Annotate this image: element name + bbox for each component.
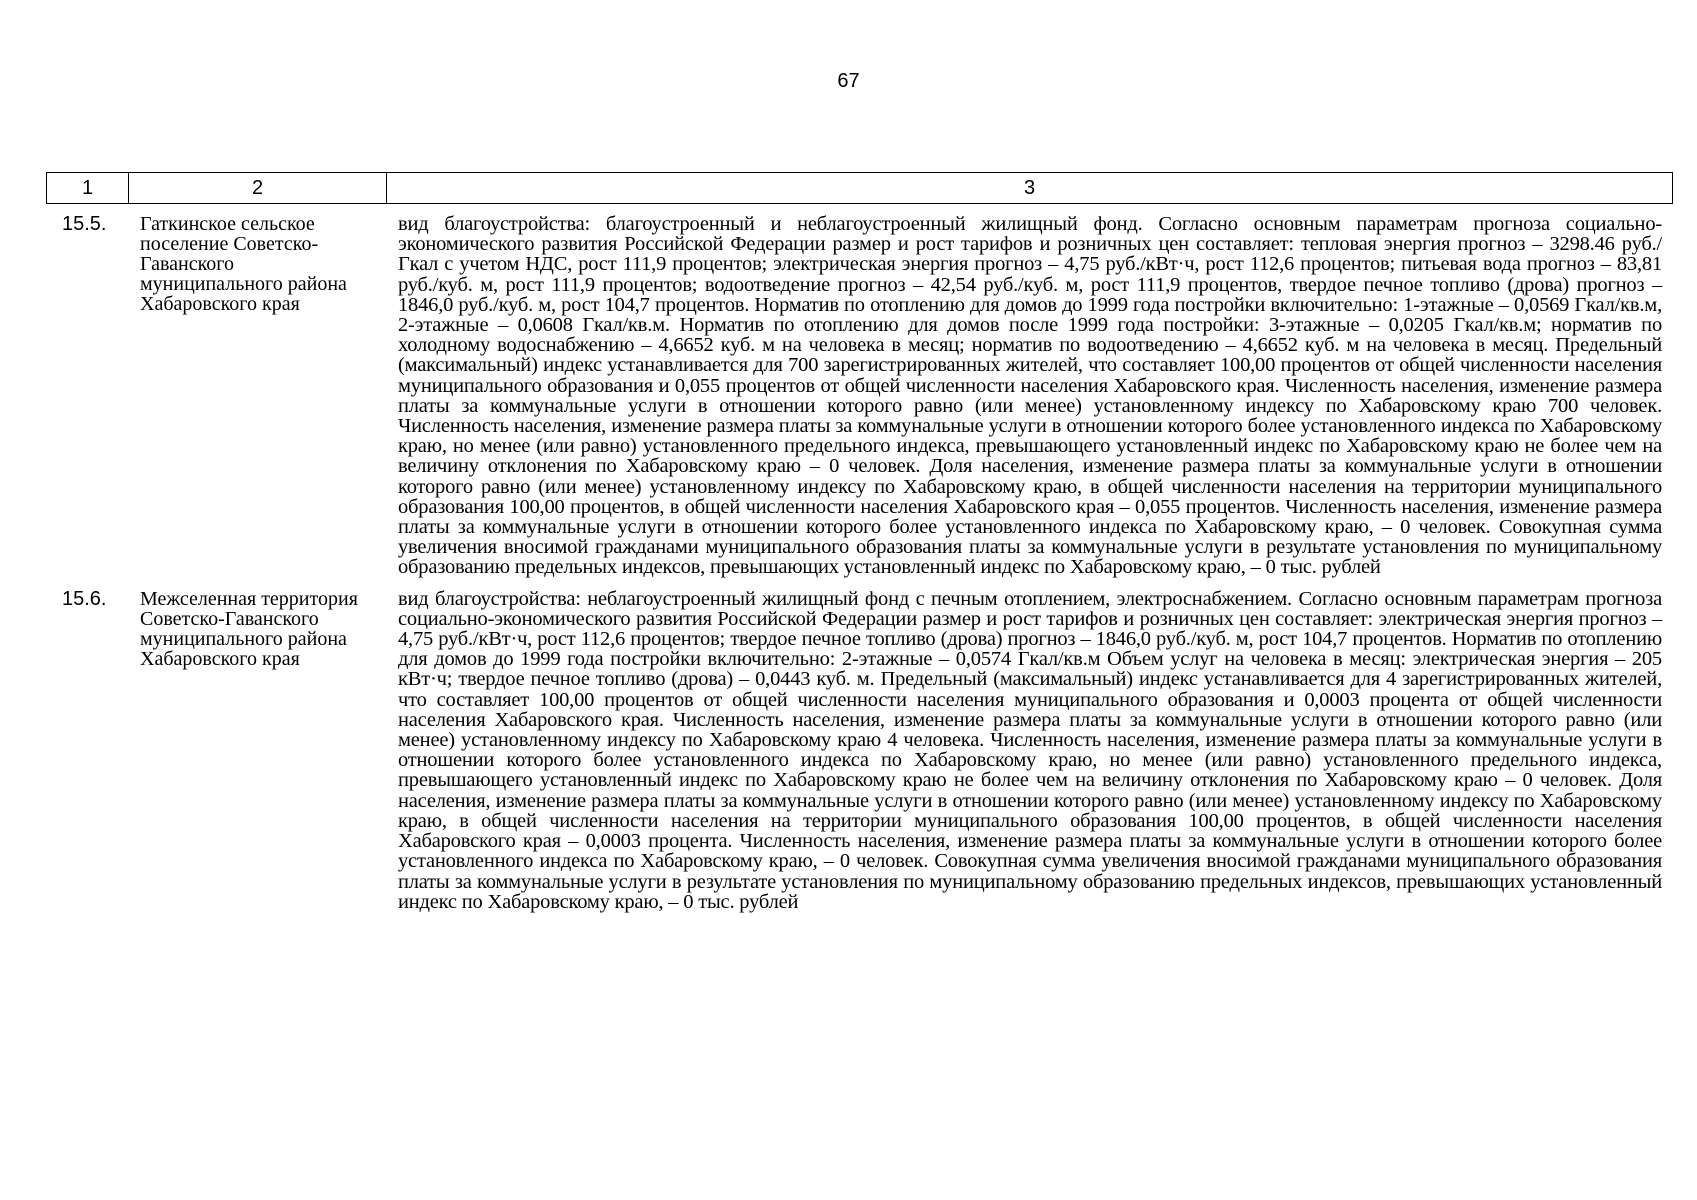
row-description: вид благоустройства: благоустроенный и неблагоустроенный жилищный фонд. Согласно основным параметрам прогноза социально-экономического развития Российской Федерации размер и рост тарифов и розничных цен составляет: тепловая энергия прогноз – 3298.46 руб./Гкал с учетом НДС, рост 111,9 процентов; электрическая энергия прогноз – 4,75 руб./кВт·ч, рост 112,6 процентов; питьевая вода прогноз – 83,81 руб./куб. м, рост 111,9 процентов; водоотведение прогноз – 42,54 руб./куб. м, рост 111,9 процентов, твердое печное топливо (дрова) прогноз – 1846,0 руб./куб. м, рост 104,7 процентов. Норматив по отоплению для домов до 1999 года постройки включительно: 1-этажные – 0,0569 Гкал/кв.м, 2-этажные – 0,0608 Гкал/кв.м. Норматив по отоплению для домов после 1999 года постройки: 3-этажные – 0,0205 Гкал/кв.м; норматив по холодному водоснабжению – 4,6652 куб. м на человека в месяц; норматив по водоотведению – 4,6652 куб. м на человека в месяц. Предельный (максимальный) индекс устанавливается для 700 зарегистрированных жителей, что составляет 100,00 процентов от общей численности населения муниципального образования и 0,055 процентов от общей численности населения Хабаровского края. Численность населения, изменение размера платы за коммунальные услуги в отношении которого равно (или менее) установленному индексу по Хабаровскому краю 700 человек. Численность населения, изменение размера платы за коммунальные услуги в отношении которого более установленного индекса по Хабаровскому краю, но менее (или равно) установленного предельного индекса, превышающего установленный индекс по Хабаровскому краю не более чем на величину отклонения по Хабаровскому краю – 0 человек. Доля населения, изменение размера платы за коммунальные услуги в отношении которого равно (или менее) установленному индексу по Хабаровскому краю, в общей численности населения на территории муниципального образования 100,00 процентов, в общей численности населения Хабаровского края – 0,055 процентов. Численность населения, изменение размера платы за коммунальные услуги в отношении которого более установленного индекса по Хабаровскому краю, – 0 человек. Совокупная сумма увеличения вносимой гражданами муниципального образования платы за коммунальные услуги в результате установления по муниципальному образованию предельных индексов, превышающих установленный индекс по Хабаровскому краю, – 0 тыс. рублей xyxy=(398,213,1662,579)
table-body xyxy=(46,214,1672,923)
municipality-name: Межселенная территория Советско-Гаванского муниципального района Хабаровского края xyxy=(140,587,358,670)
row-description: вид благоустройства: неблагоустроенный жилищный фонд с печным отоплением, электроснабжением. Согласно основным параметрам прогноза социально-экономического развития Российской Федерации размер и рост тарифов и розничных цен составляет: электрическая энергия прогноз – 4,75 руб./кВт·ч, рост 112,6 процентов; твердое печное топливо (дрова) прогноз – 1846,0 руб./куб. м, рост 104,7 процентов. Норматив по отоплению для домов до 1999 года постройки включительно: 2-этажные – 0,0574 Гкал/кв.м Объем услуг на человека в месяц: электрическая энергия – 205 кВт·ч; твердое печное топливо (дрова) – 0,0443 куб. м. Предельный (максимальный) индекс устанавливается для 4 зарегистрированных жителей, что составляет 100,00 процентов от общей численности населения муниципального образования и 0,0003 процента от общей численности населения Хабаровского края. Численность населения, изменение размера платы за коммунальные услуги в отношении которого равно (или менее) установленному индексу по Хабаровскому краю 4 человека. Численность населения, изменение размера платы за коммунальные услуги в отношении которого более установленного индекса по Хабаровскому краю, но менее (или равно) установленного предельного индекса, превышающего установленный индекс по Хабаровскому краю не более чем на величину отклонения по Хабаровскому краю – 0 человек. Доля населения, изменение размера платы за коммунальные услуги в отношении которого равно (или менее) установленному индексу по Хабаровскому краю, в общей численности населения на территории муниципального образования 100,00 процентов, в общей численности населения Хабаровского края – 0,0003 процента. Численность населения, изменение размера платы за коммунальные услуги в отношении которого более установленного индекса по Хабаровскому краю, – 0 человек. Совокупная сумма увеличения вносимой гражданами муниципального образования платы за коммунальные услуги в результате установления по муниципальному образованию предельных индексов, превышающих установленный индекс по Хабаровскому краю, – 0 тыс. рублей xyxy=(398,587,1662,913)
column-header-1: 1 xyxy=(47,173,129,204)
row-number: 15.5. xyxy=(62,213,107,235)
column-header-table xyxy=(46,172,1673,204)
column-header-3: 3 xyxy=(387,173,1673,204)
table-row xyxy=(46,214,1672,578)
table-row xyxy=(46,589,1672,912)
page-number: 67 xyxy=(837,70,860,92)
column-header-2: 2 xyxy=(129,173,387,204)
municipality-name: Гаткинское сельское поселение Советско-Гаванского муниципального района Хабаровского края xyxy=(140,213,347,315)
column-header-row xyxy=(47,173,1673,204)
row-number: 15.6. xyxy=(62,587,107,610)
